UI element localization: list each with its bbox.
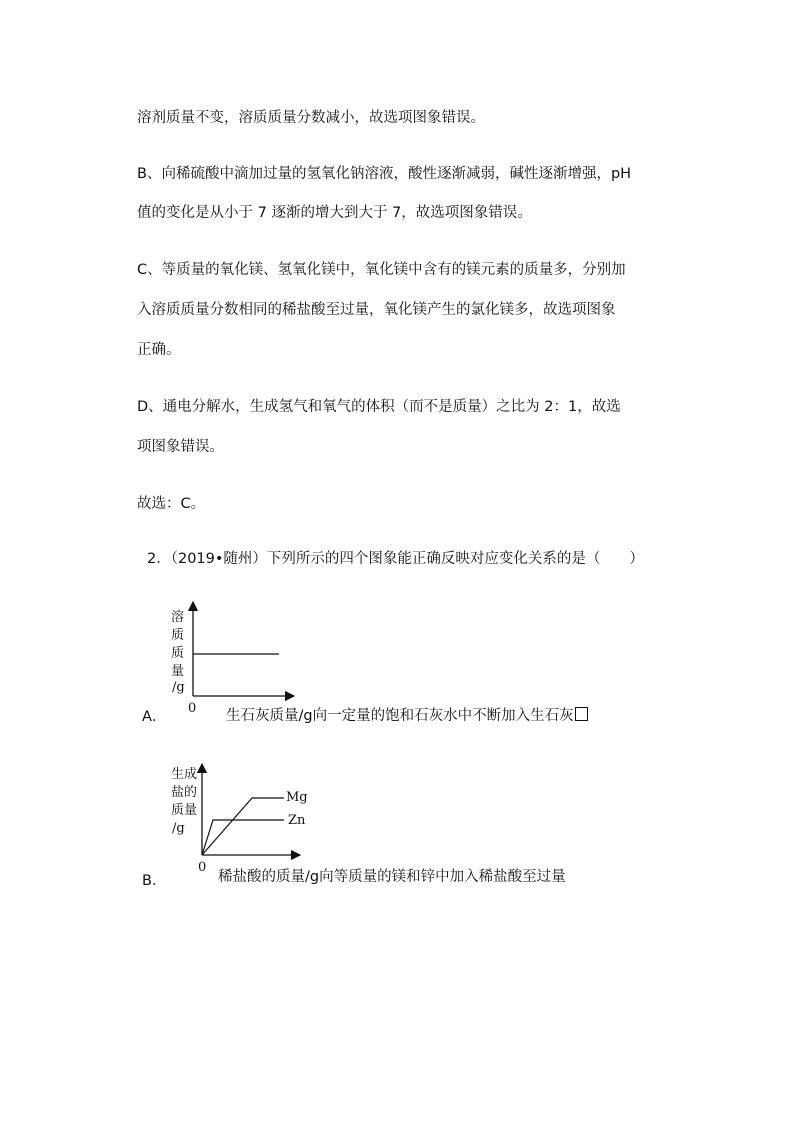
option-b-label-mg: Mg bbox=[286, 790, 308, 805]
option-a-origin: 0 bbox=[188, 701, 197, 716]
option-a-letter: A． bbox=[142, 709, 167, 725]
option-b-graph bbox=[150, 762, 320, 882]
option-a-ylabel-4: 量 bbox=[171, 664, 185, 679]
question-stem: 2．（2019•随州）下列所示的四个图象能正确反映对应变化关系的是（ ） bbox=[147, 551, 644, 567]
option-a-ylabel-5: /g bbox=[172, 680, 185, 695]
explanation-line-7: D、通电分解水，生成氢气和氧气的体积（而不是质量）之比为 2：1，故选 bbox=[137, 399, 621, 415]
option-b-label-zn: Zn bbox=[288, 813, 306, 828]
option-a-ylabel-1: 溶 bbox=[171, 610, 185, 625]
option-b-letter: B． bbox=[142, 873, 167, 889]
option-a-ylabel-2: 质 bbox=[171, 628, 185, 643]
option-b-origin: 0 bbox=[198, 860, 207, 875]
option-a-description: 向一定量的饱和石灰水中不断加入生石灰 bbox=[312, 708, 574, 724]
answer-line: 故选：C。 bbox=[137, 496, 206, 512]
explanation-line-3: 值的变化是从小于 7 逐渐的增大到大于 7，故选项图象错误。 bbox=[137, 205, 532, 221]
option-b-ylabel-3: 质量 bbox=[171, 803, 198, 818]
explanation-line-8: 项图象错误。 bbox=[137, 439, 224, 455]
missing-glyph-box bbox=[575, 707, 588, 721]
option-a-text bbox=[226, 706, 588, 726]
option-b-ylabel-1: 生成 bbox=[171, 767, 198, 782]
option-b-description: 向等质量的镁和锌中加入稀盐酸至过量 bbox=[319, 869, 566, 885]
explanation-line-4: C、等质量的氧化镁、氢氧化镁中，氧化镁中含有的镁元素的质量多，分别加 bbox=[137, 262, 626, 278]
explanation-line-5: 入溶质质量分数相同的稀盐酸至过量，氧化镁产生的氯化镁多，故选项图象 bbox=[137, 302, 616, 318]
option-b-ylabel-4: /g bbox=[172, 821, 185, 836]
option-a-xlabel: 生石灰质量/g bbox=[226, 708, 313, 724]
option-a-ylabel-3: 质 bbox=[171, 646, 185, 661]
explanation-line-1: 溶剂质量不变，溶质质量分数减小，故选项图象错误。 bbox=[137, 110, 485, 126]
option-b-text bbox=[218, 867, 566, 887]
option-b-curve-zn bbox=[202, 820, 284, 855]
option-b-curve-mg bbox=[202, 798, 284, 855]
option-b-ylabel-2: 盐的 bbox=[171, 785, 198, 800]
option-b-xlabel: 稀盐酸的质量/g bbox=[218, 869, 320, 885]
explanation-line-6: 正确。 bbox=[137, 342, 181, 358]
explanation-line-2: B、向稀硫酸中滴加过量的氢氧化钠溶液，酸性逐渐减弱，碱性逐渐增强，pH bbox=[137, 166, 632, 182]
